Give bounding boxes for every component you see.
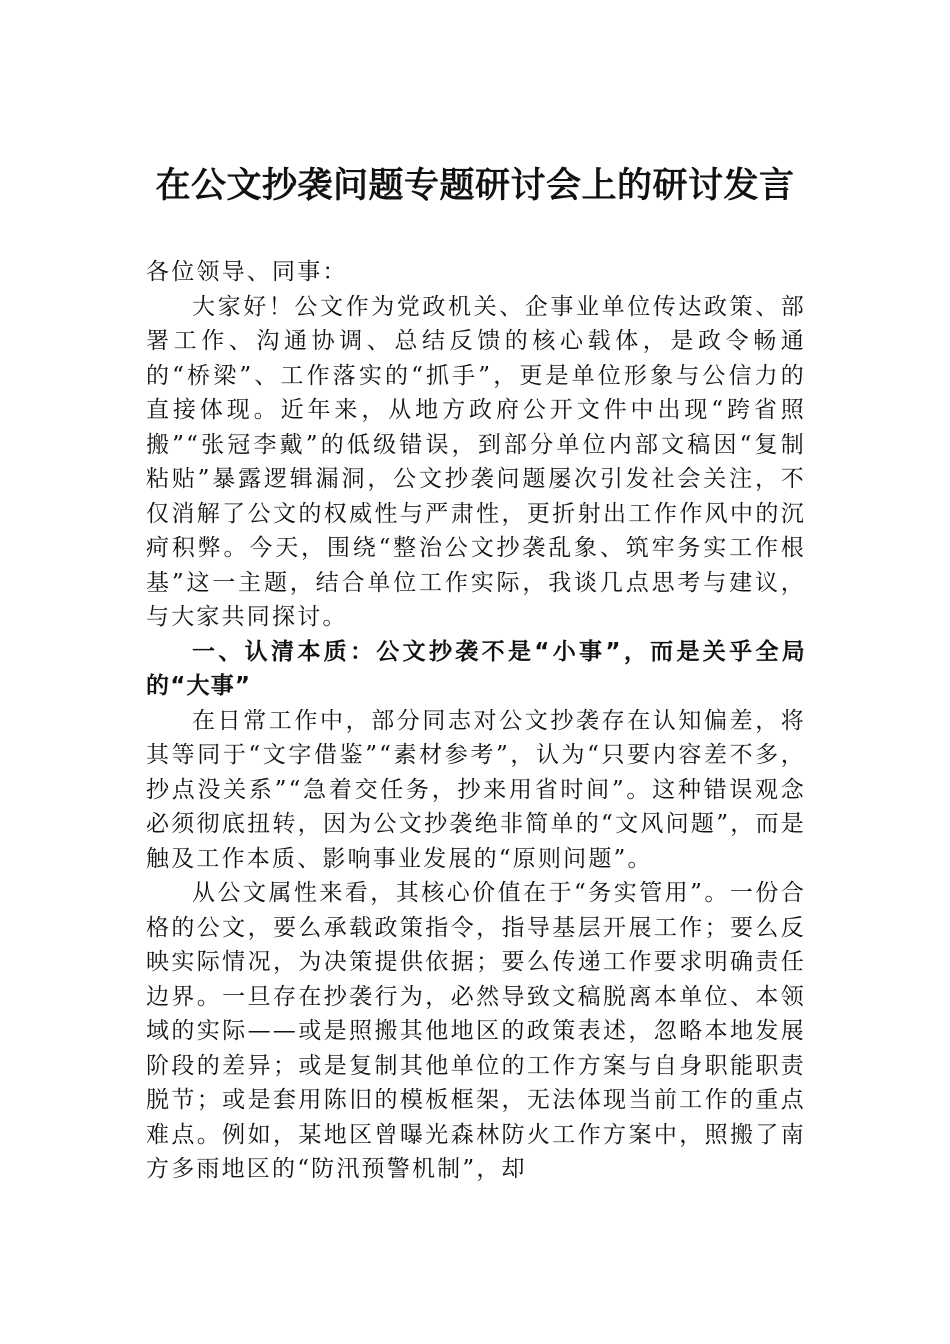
document-body (146, 255, 806, 1187)
section-heading-1: 一、认清本质：公文抄袭不是“小事”，而是关乎全局的“大事” (146, 638, 806, 699)
section-paragraph-1: 在日常工作中，部分同志对公文抄袭存在认知偏差，将其等同于“文字借鉴”“素材参考”，认为“只要内容差不多，抄点没关系”“急着交任务，抄来用省时间”。这种错误观念必须彻底扭转，因为公文抄袭绝非简单的“文风问题”，而是触及工作本质、影响事业发展的“原则问题”。 (146, 707, 806, 872)
section-paragraph-2: 从公文属性来看，其核心价值在于“务实管用”。一份合格的公文，要么承载政策指令，指导基层开展工作；要么反映实际情况，为决策提供依据；要么传递工作要求明确责任边界。一旦存在抄袭行为，必然导致文稿脱离本单位、本领域的实际——或是照搬其他地区的政策表述，忽略本地发展阶段的差异；或是复制其他单位的工作方案与自身职能职责脱节；或是套用陈旧的模板框架，无法体现当前工作的重点难点。例如，某地区曾曝光森林防火工作方案中，照搬了南方多雨地区的“防汛预警机制”，却 (146, 880, 806, 1182)
document-title: 在公文抄袭问题专题研讨会上的研讨发言 (155, 165, 795, 206)
salutation: 各位领导、同事： (146, 259, 348, 285)
intro-paragraph: 大家好！公文作为党政机关、企事业单位传达政策、部署工作、沟通协调、总结反馈的核心载体，是政令畅通的“桥梁”、工作落实的“抓手”，更是单位形象与公信力的直接体现。近年来，从地方政府公开文件中出现“跨省照搬”“张冠李戴”的低级错误，到部分单位内部文稿因“复制粘贴”暴露逻辑漏洞，公文抄袭问题屡次引发社会关注，不仅消解了公文的权威性与严肃性，更折射出工作作风中的沉疴积弊。今天，围绕“整治公文抄袭乱象、筑牢务实工作根基”这一主题，结合单位工作实际，我谈几点思考与建议，与大家共同探讨。 (146, 293, 806, 630)
